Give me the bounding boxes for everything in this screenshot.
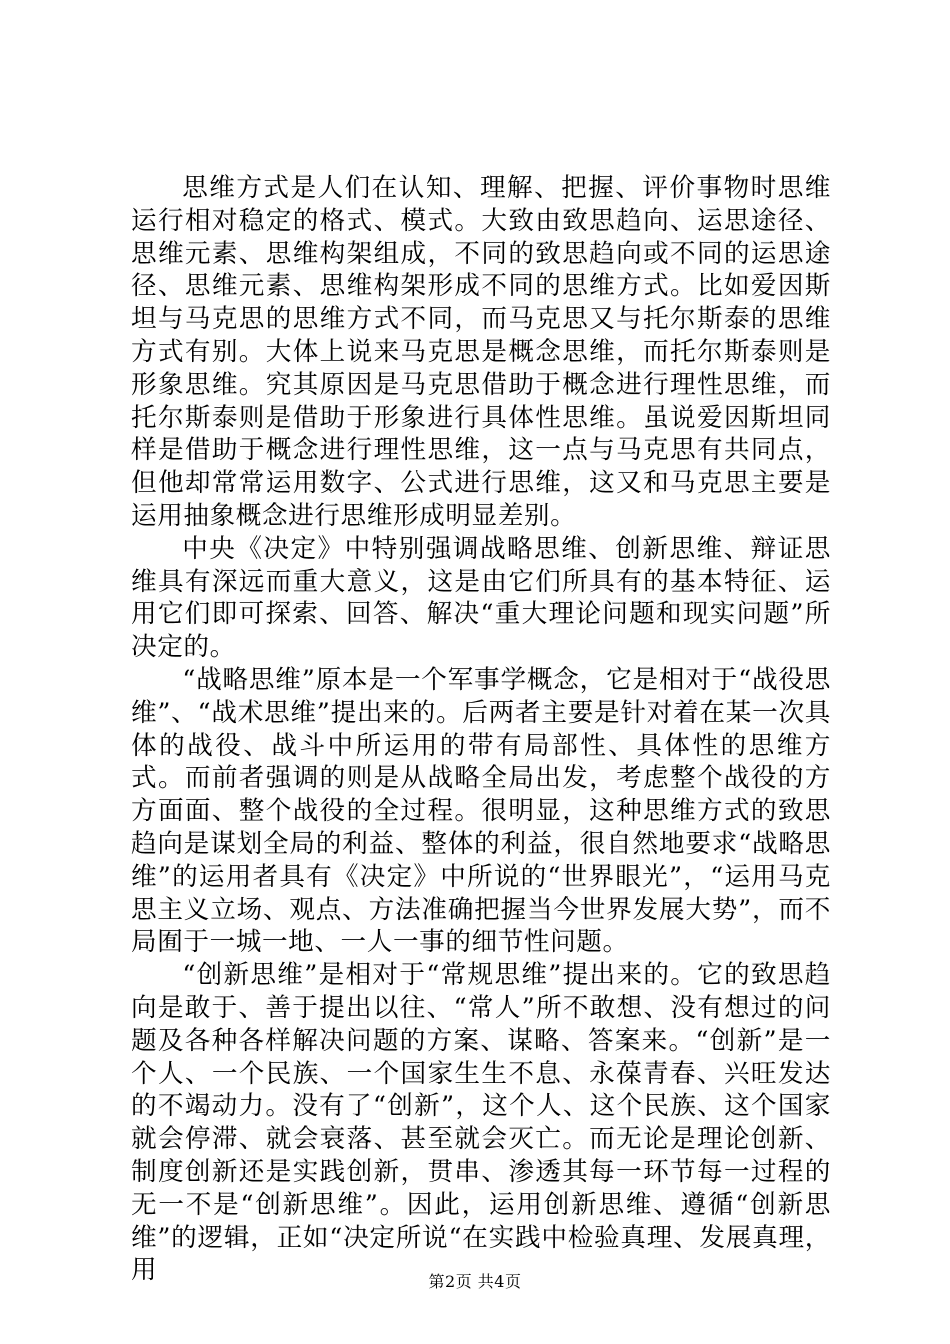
paragraph-1: 思维方式是人们在认知、理解、把握、评价事物时思维运行相对稳定的格式、模式。大致由致思趋向、运思途径、思维元素、思维构架组成，不同的致思趋向或不同的运思途径、思维元素、思维构架形成不同的思维方式。比如爱因斯坦与马克思的思维方式不同，而马克思又与托尔斯泰的思维方式有别。大体上说来马克思是概念思维，而托尔斯泰则是形象思维。究其原因是马克思借助于概念进行理性思维，而托尔斯泰则是借助于形象进行具体性思维。虽说爱因斯坦同样是借助于概念进行理性思维，这一点与马克思有共同点，但他却常常运用数字、公式进行思维，这又和马克思主要是运用抽象概念进行思维形成明显差别。 bbox=[131, 173, 831, 531]
page-footer: 第2页 共4页 bbox=[428, 1272, 522, 1291]
document-body bbox=[131, 172, 831, 1287]
paragraph-2: 中央《决定》中特别强调战略思维、创新思维、辩证思维具有深远而重大意义，这是由它们所具有的基本特征、运用它们即可探索、回答、解决“重大理论问题和现实问题”所决定的。 bbox=[131, 533, 831, 663]
paragraph-4: “创新思维”是相对于“常规思维”提出来的。它的致思趋向是敢于、善于提出以往、“常人”所不敢想、没有想过的问题及各种各样解决问题的方案、谋略、答案来。“创新”是一个人、一个民族、一个国家生生不息、永葆青春、兴旺发达的不竭动力。没有了“创新”，这个人、这个民族、这个国家就会停滞、就会衰落、甚至就会灭亡。而无论是理论创新、制度创新还是实践创新，贯串、渗透其每一环节每一过程的无一不是“创新思维”。因此，运用创新思维、遵循“创新思维”的逻辑，正如“决定所说“在实践中检验真理、发展真理，用 bbox=[131, 960, 831, 1286]
paragraph-3: “战略思维”原本是一个军事学概念，它是相对于“战役思维”、“战术思维”提出来的。后两者主要是针对着在某一次具体的战役、战斗中所运用的带有局部性、具体性的思维方式。而前者强调的则是从战略全局出发，考虑整个战役的方方面面、整个战役的全过程。很明显，这种思维方式的致思趋向是谋划全局的利益、整体的利益，很自然地要求“战略思维”的运用者具有《决定》中所说的“世界眼光”，“运用马克思主义立场、观点、方法准确把握当今世界发展大势”，而不局囿于一城一地、一人一事的细节性问题。 bbox=[131, 664, 831, 958]
